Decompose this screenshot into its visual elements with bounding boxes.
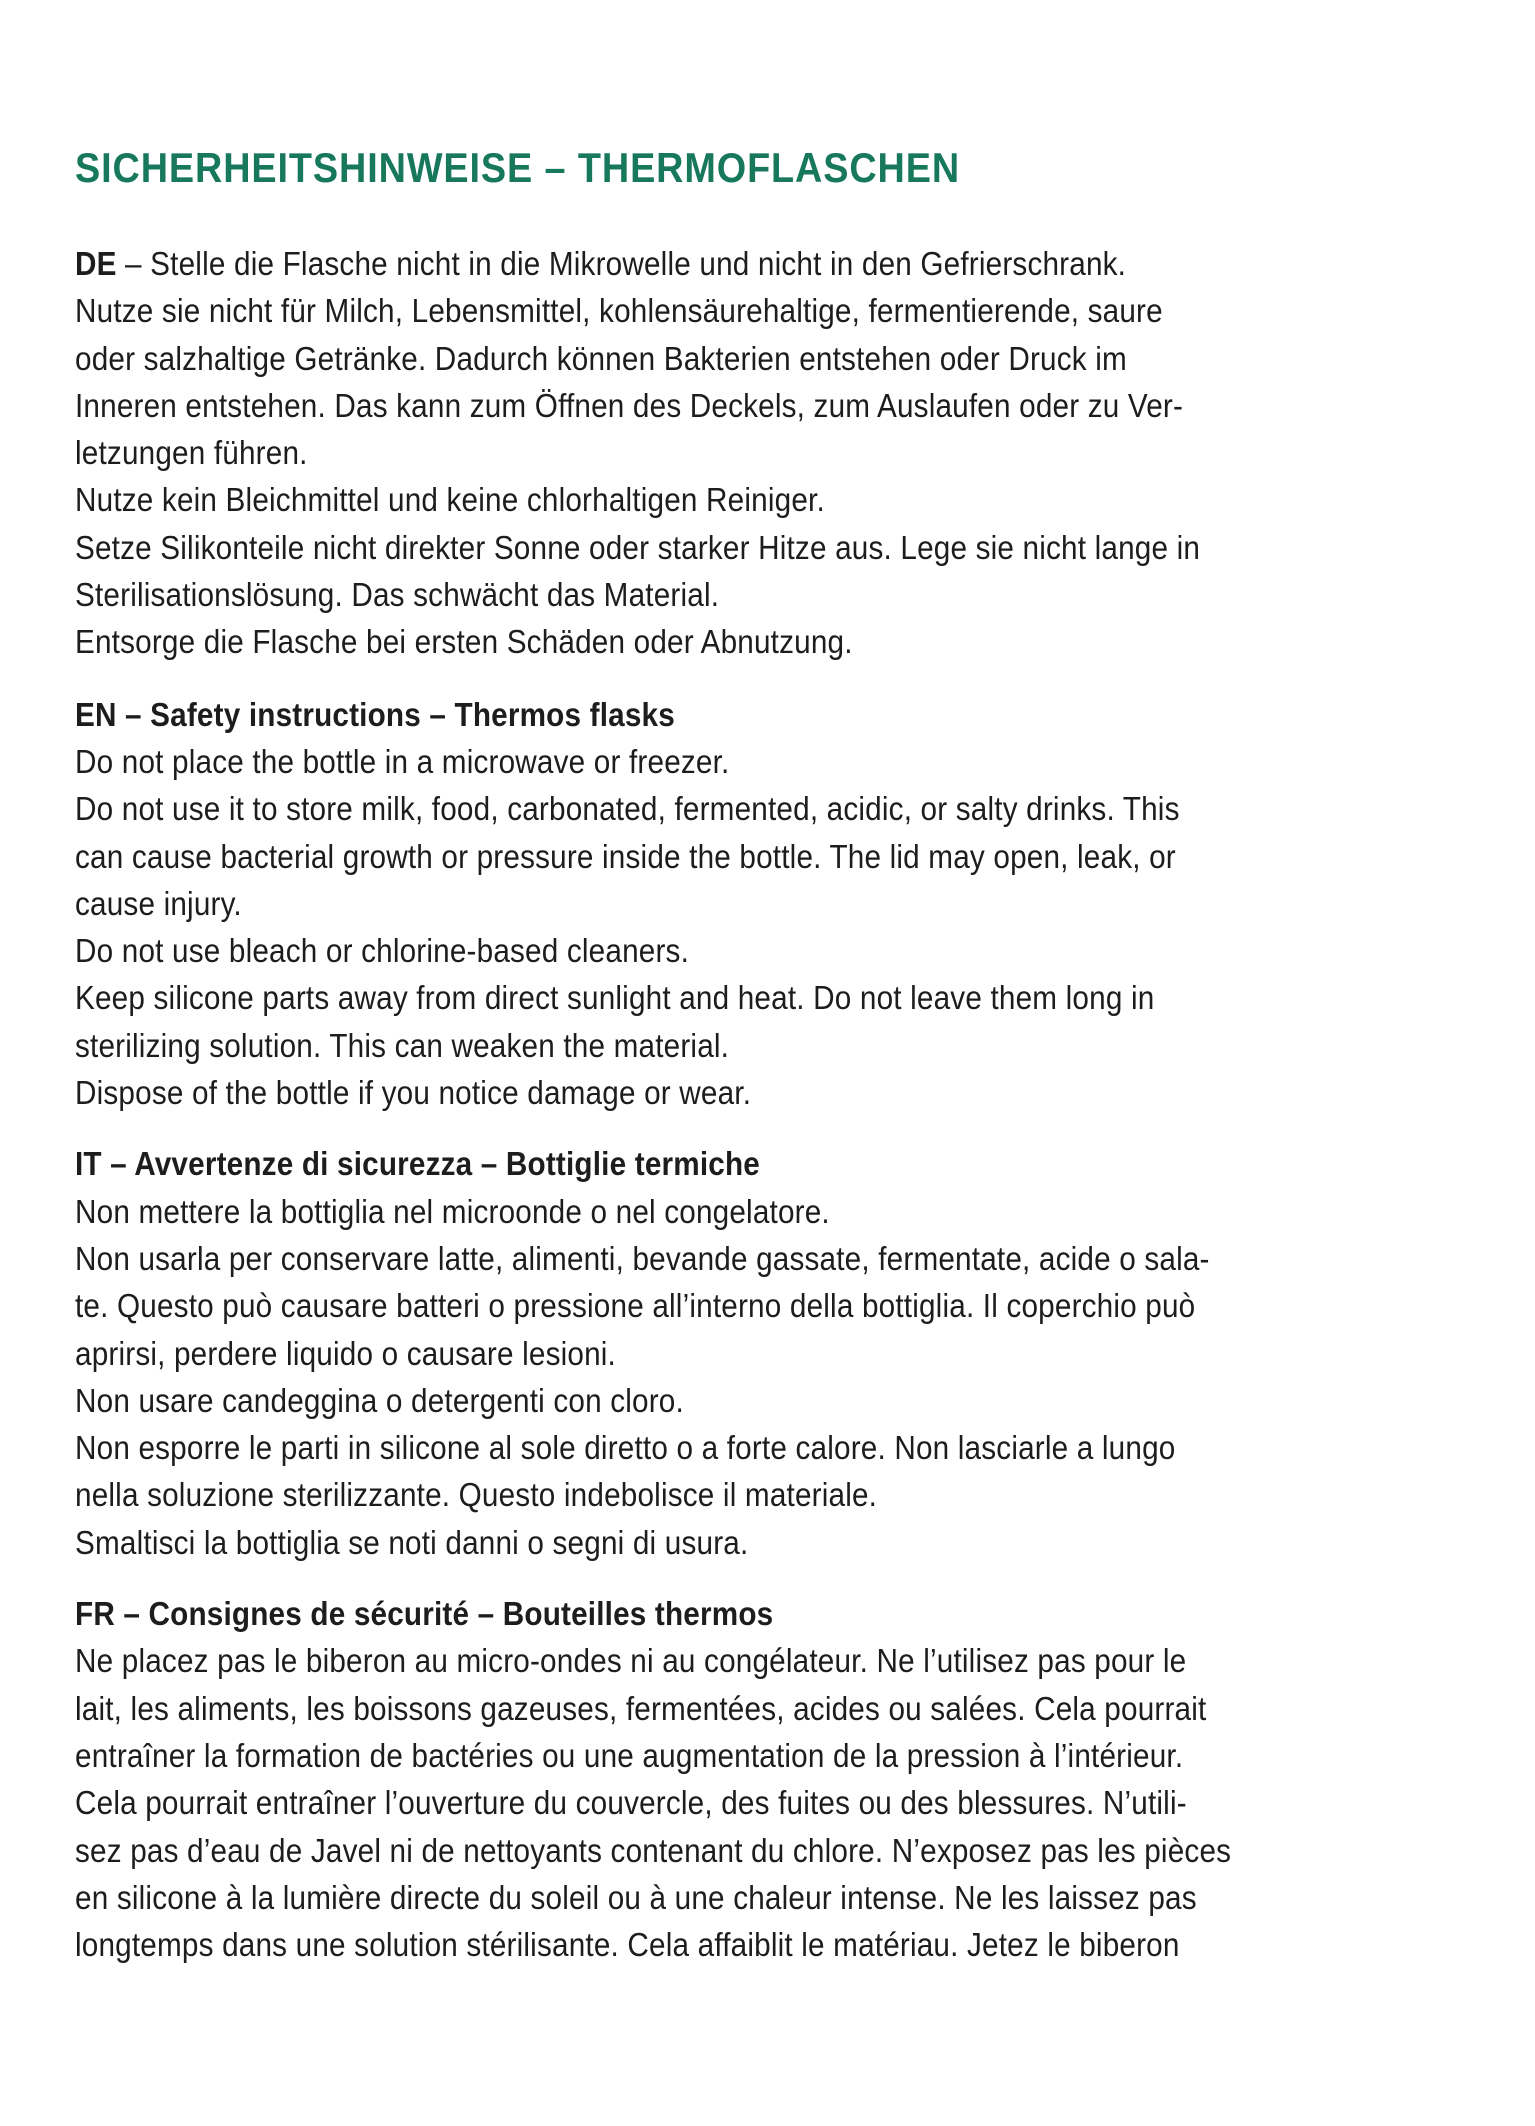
section-heading-it: IT – Avvertenze di sicurezza – Bottiglie termiche	[75, 1145, 760, 1183]
language-code-de: DE	[75, 245, 117, 282]
text-line: Inneren entstehen. Das kann zum Öffnen des Deckels, zum Auslaufen oder zu Ver-	[75, 386, 1184, 424]
text-line: letzungen führen.	[75, 434, 308, 472]
section-heading-fr: FR – Consignes de sécurité – Bouteilles thermos	[75, 1595, 774, 1633]
text-line: nella soluzione sterilizzante. Questo indebolisce il materiale.	[75, 1476, 878, 1514]
text-line: sterilizing solution. This can weaken the material.	[75, 1026, 730, 1064]
en-body-lines	[75, 738, 1535, 1116]
section-en	[75, 691, 1535, 1117]
text-line: aprirsi, perdere liquido o causare lesioni.	[75, 1334, 616, 1372]
text-line: Non usare candeggina o detergenti con cloro.	[75, 1381, 684, 1419]
de-body-lines	[75, 287, 1535, 665]
text-line: Nutze kein Bleichmittel und keine chlorhaltigen Reiniger.	[75, 481, 825, 519]
text-line: Sterilisationslösung. Das schwächt das Material.	[75, 576, 720, 614]
text-line: en silicone à la lumière directe du soleil ou à une chaleur intense. Ne les laissez pas	[75, 1878, 1197, 1916]
text-line: lait, les aliments, les boissons gazeuses, fermentées, acides ou salées. Cela pourrait	[75, 1689, 1207, 1727]
document-content	[75, 146, 1535, 1968]
text-line: Non esporre le parti in silicone al sole diretto o a forte calore. Non lasciarle a lungo	[75, 1429, 1176, 1467]
text-line: Cela pourrait entraîner l’ouverture du couvercle, des fuites ou des blessures. N’utili-	[75, 1784, 1187, 1822]
text-line: Do not use bleach or chlorine-based cleaners.	[75, 932, 690, 970]
text-line: Setze Silikonteile nicht direkter Sonne oder starker Hitze aus. Lege sie nicht lange in	[75, 528, 1201, 566]
text-line: Smaltisci la bottiglia se noti danni o segni di usura.	[75, 1523, 749, 1561]
text-line: Nutze sie nicht für Milch, Lebensmittel, kohlensäurehaltige, fermentierende, saure	[75, 292, 1163, 330]
section-de	[75, 240, 1535, 666]
text-line: entraîner la formation de bactéries ou une augmentation de la pression à l’intérieur.	[75, 1736, 1184, 1774]
section-fr	[75, 1590, 1535, 1968]
text-line: longtemps dans une solution stérilisante. Cela affaiblit le matériau. Jetez le biberon	[75, 1926, 1180, 1964]
text-line: Non usarla per conservare latte, alimenti, bevande gassate, fermentate, acide o sala-	[75, 1239, 1210, 1277]
text-line: Ne placez pas le biberon au micro-ondes ni au congélateur. Ne l’utilisez pas pour le	[75, 1642, 1187, 1680]
text-line: Do not use it to store milk, food, carbonated, fermented, acidic, or salty drinks. This	[75, 790, 1180, 828]
text-line: te. Questo può causare batteri o pressione all’interno della bottiglia. Il coperchio può	[75, 1287, 1196, 1325]
text-line: Dispose of the bottle if you notice damage or wear.	[75, 1074, 752, 1112]
page-title: SICHERHEITSHINWEISE – THERMOFLASCHEN	[75, 144, 961, 191]
text-line: sez pas d’eau de Javel ni de nettoyants contenant du chlore. N’exposez pas les pièces	[75, 1831, 1232, 1869]
text-line: Non mettere la bottiglia nel microonde o nel congelatore.	[75, 1192, 830, 1230]
text-line: cause injury.	[75, 884, 242, 922]
text-line: Keep silicone parts away from direct sunlight and heat. Do not leave them long in	[75, 979, 1155, 1017]
de-intro-text: – Stelle die Flasche nicht in die Mikrowelle und nicht in den Gefrierschrank.	[116, 245, 1127, 282]
it-body-lines	[75, 1188, 1535, 1566]
section-heading-en: EN – Safety instructions – Thermos flasks	[75, 695, 675, 733]
text-line-de-intro	[75, 240, 1389, 287]
text-line: can cause bacterial growth or pressure inside the bottle. The lid may open, leak, or	[75, 837, 1176, 875]
text-line: Entsorge die Flasche bei ersten Schäden oder Abnutzung.	[75, 623, 853, 661]
text-line: oder salzhaltige Getränke. Dadurch können Bakterien entstehen oder Druck im	[75, 339, 1127, 377]
fr-body-lines	[75, 1637, 1535, 1968]
section-it	[75, 1140, 1535, 1566]
text-line: Do not place the bottle in a microwave or freezer.	[75, 742, 730, 780]
